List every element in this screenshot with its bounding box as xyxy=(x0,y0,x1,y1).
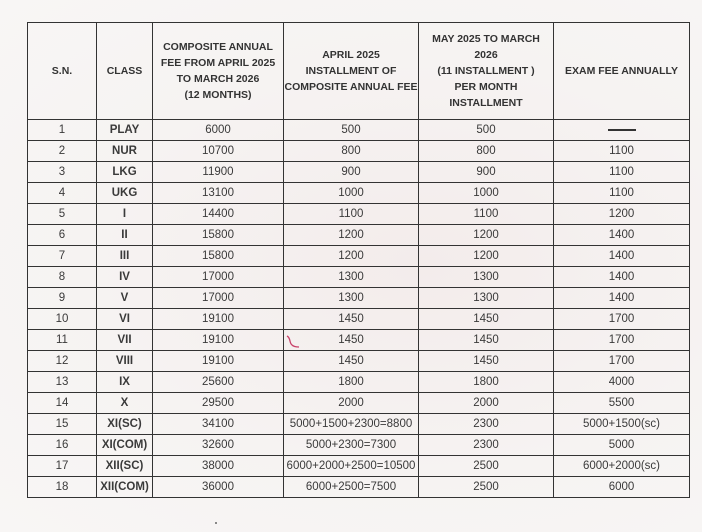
cell-monthly: 1300 xyxy=(419,267,554,288)
cell-composite: 34100 xyxy=(153,414,284,435)
cell-sn: 12 xyxy=(28,351,97,372)
cell-class: VII xyxy=(97,330,153,351)
cell-class: X xyxy=(97,393,153,414)
cell-april: 1800 xyxy=(284,372,419,393)
cell-monthly: 1450 xyxy=(419,351,554,372)
cell-exam: 1700 xyxy=(554,309,690,330)
cell-sn: 10 xyxy=(28,309,97,330)
table-row xyxy=(28,393,690,414)
header-april-line: APRIL 2025 xyxy=(322,49,380,61)
cell-class: XI(SC) xyxy=(97,414,153,435)
cell-monthly: 1800 xyxy=(419,372,554,393)
cell-composite: 15800 xyxy=(153,246,284,267)
table-body xyxy=(28,120,690,498)
cell-class: XII(COM) xyxy=(97,477,153,498)
table-row xyxy=(28,225,690,246)
table-row xyxy=(28,456,690,477)
cell-class: LKG xyxy=(97,162,153,183)
cell-april: 1450 xyxy=(284,330,419,351)
cell-class: UKG xyxy=(97,183,153,204)
cell-exam: 1100 xyxy=(554,183,690,204)
cell-sn: 17 xyxy=(28,456,97,477)
header-april-line: COMPOSITE ANNUAL FEE xyxy=(284,81,418,93)
cell-composite: 32600 xyxy=(153,435,284,456)
cell-april: 5000+2300=7300 xyxy=(284,435,419,456)
cell-exam: 5000 xyxy=(554,435,690,456)
cell-exam: 1700 xyxy=(554,351,690,372)
header-monthly-line: MAY 2025 TO MARCH xyxy=(432,33,540,45)
cell-monthly: 2300 xyxy=(419,435,554,456)
cell-april: 6000+2500=7500 xyxy=(284,477,419,498)
cell-monthly: 2500 xyxy=(419,477,554,498)
table-row xyxy=(28,435,690,456)
cell-april: 1000 xyxy=(284,183,419,204)
cell-composite: 10700 xyxy=(153,141,284,162)
cell-sn: 3 xyxy=(28,162,97,183)
cell-class: I xyxy=(97,204,153,225)
cell-class: IX xyxy=(97,372,153,393)
table-row xyxy=(28,162,690,183)
table-row xyxy=(28,288,690,309)
cell-class: III xyxy=(97,246,153,267)
dash-mark xyxy=(608,129,636,131)
cell-monthly: 1300 xyxy=(419,288,554,309)
header-exam: EXAM FEE ANNUALLY xyxy=(554,23,690,120)
cell-april: 1450 xyxy=(284,351,419,372)
cell-composite: 15800 xyxy=(153,225,284,246)
cell-monthly: 1450 xyxy=(419,309,554,330)
table-row xyxy=(28,120,690,141)
cell-class: XII(SC) xyxy=(97,456,153,477)
speck xyxy=(215,522,217,524)
header-monthly-line: 2026 xyxy=(474,49,498,61)
cell-monthly: 2300 xyxy=(419,414,554,435)
cell-april: 500 xyxy=(284,120,419,141)
cell-sn: 14 xyxy=(28,393,97,414)
cell-exam: 5000+1500(sc) xyxy=(554,414,690,435)
cell-composite: 29500 xyxy=(153,393,284,414)
cell-exam: 6000 xyxy=(554,477,690,498)
cell-composite: 19100 xyxy=(153,330,284,351)
cell-monthly: 2500 xyxy=(419,456,554,477)
table-row xyxy=(28,141,690,162)
cell-april: 5000+1500+2300=8800 xyxy=(284,414,419,435)
cell-april: 1100 xyxy=(284,204,419,225)
cell-monthly: 900 xyxy=(419,162,554,183)
cell-sn: 5 xyxy=(28,204,97,225)
header-april-line: INSTALLMENT OF xyxy=(305,65,397,77)
table-row xyxy=(28,351,690,372)
header-composite xyxy=(153,23,284,120)
cell-monthly: 1100 xyxy=(419,204,554,225)
header-april xyxy=(284,23,419,120)
cell-exam: 1400 xyxy=(554,246,690,267)
cell-composite: 13100 xyxy=(153,183,284,204)
header-composite-line: (12 MONTHS) xyxy=(184,89,252,101)
cell-exam: 6000+2000(sc) xyxy=(554,456,690,477)
cell-class: V xyxy=(97,288,153,309)
cell-sn: 9 xyxy=(28,288,97,309)
cell-sn: 8 xyxy=(28,267,97,288)
cell-sn: 18 xyxy=(28,477,97,498)
cell-class: NUR xyxy=(97,141,153,162)
cell-monthly: 1450 xyxy=(419,330,554,351)
header-composite-line: FEE FROM APRIL 2025 xyxy=(160,57,276,69)
cell-composite: 14400 xyxy=(153,204,284,225)
cell-composite: 38000 xyxy=(153,456,284,477)
table-row xyxy=(28,246,690,267)
table-row xyxy=(28,414,690,435)
cell-monthly: 1000 xyxy=(419,183,554,204)
header-monthly-line: INSTALLMENT xyxy=(449,97,523,109)
table-row xyxy=(28,372,690,393)
cell-sn: 15 xyxy=(28,414,97,435)
header-monthly-line: (11 INSTALLMENT ) xyxy=(437,65,535,77)
cell-monthly: 1200 xyxy=(419,246,554,267)
cell-exam: 1400 xyxy=(554,225,690,246)
cell-sn: 16 xyxy=(28,435,97,456)
cell-april: 1450 xyxy=(284,309,419,330)
cell-composite: 36000 xyxy=(153,477,284,498)
table-row xyxy=(28,309,690,330)
cell-exam: 1700 xyxy=(554,330,690,351)
cell-april: 6000+2000+2500=10500 xyxy=(284,456,419,477)
cell-class: IV xyxy=(97,267,153,288)
cell-april: 1300 xyxy=(284,288,419,309)
cell-exam: 1100 xyxy=(554,162,690,183)
cell-april: 1200 xyxy=(284,225,419,246)
cell-april: 2000 xyxy=(284,393,419,414)
cell-monthly: 500 xyxy=(419,120,554,141)
header-monthly xyxy=(419,23,554,120)
cell-composite: 19100 xyxy=(153,351,284,372)
header-row xyxy=(28,23,690,120)
header-class: CLASS xyxy=(97,23,153,120)
cell-composite: 11900 xyxy=(153,162,284,183)
cell-composite: 25600 xyxy=(153,372,284,393)
cell-composite: 17000 xyxy=(153,267,284,288)
cell-sn: 1 xyxy=(28,120,97,141)
cell-composite: 17000 xyxy=(153,288,284,309)
cell-sn: 13 xyxy=(28,372,97,393)
pen-mark-icon xyxy=(285,334,301,350)
cell-class: PLAY xyxy=(97,120,153,141)
cell-monthly: 2000 xyxy=(419,393,554,414)
cell-composite: 6000 xyxy=(153,120,284,141)
cell-sn: 7 xyxy=(28,246,97,267)
cell-sn: 11 xyxy=(28,330,97,351)
table-row xyxy=(28,204,690,225)
cell-april: 1300 xyxy=(284,267,419,288)
cell-sn: 6 xyxy=(28,225,97,246)
cell-class: XI(COM) xyxy=(97,435,153,456)
cell-april: 1200 xyxy=(284,246,419,267)
table-row xyxy=(28,267,690,288)
cell-sn: 2 xyxy=(28,141,97,162)
cell-exam: 1200 xyxy=(554,204,690,225)
cell-monthly: 1200 xyxy=(419,225,554,246)
header-composite-line: COMPOSITE ANNUAL xyxy=(163,41,273,53)
cell-exam: 1400 xyxy=(554,288,690,309)
cell-composite: 19100 xyxy=(153,309,284,330)
cell-class: VIII xyxy=(97,351,153,372)
cell-sn: 4 xyxy=(28,183,97,204)
cell-monthly: 800 xyxy=(419,141,554,162)
header-monthly-line: PER MONTH xyxy=(454,81,518,93)
header-sn: S.N. xyxy=(28,23,97,120)
table-row xyxy=(28,477,690,498)
cell-class: II xyxy=(97,225,153,246)
header-composite-line: TO MARCH 2026 xyxy=(176,73,260,85)
table-row xyxy=(28,330,690,351)
cell-exam: 5500 xyxy=(554,393,690,414)
table-row xyxy=(28,183,690,204)
cell-april: 900 xyxy=(284,162,419,183)
cell-april: 800 xyxy=(284,141,419,162)
cell-exam: 1100 xyxy=(554,141,690,162)
cell-exam: 1400 xyxy=(554,267,690,288)
cell-exam xyxy=(554,120,690,141)
fee-structure-table xyxy=(27,22,690,498)
cell-class: VI xyxy=(97,309,153,330)
cell-exam: 4000 xyxy=(554,372,690,393)
